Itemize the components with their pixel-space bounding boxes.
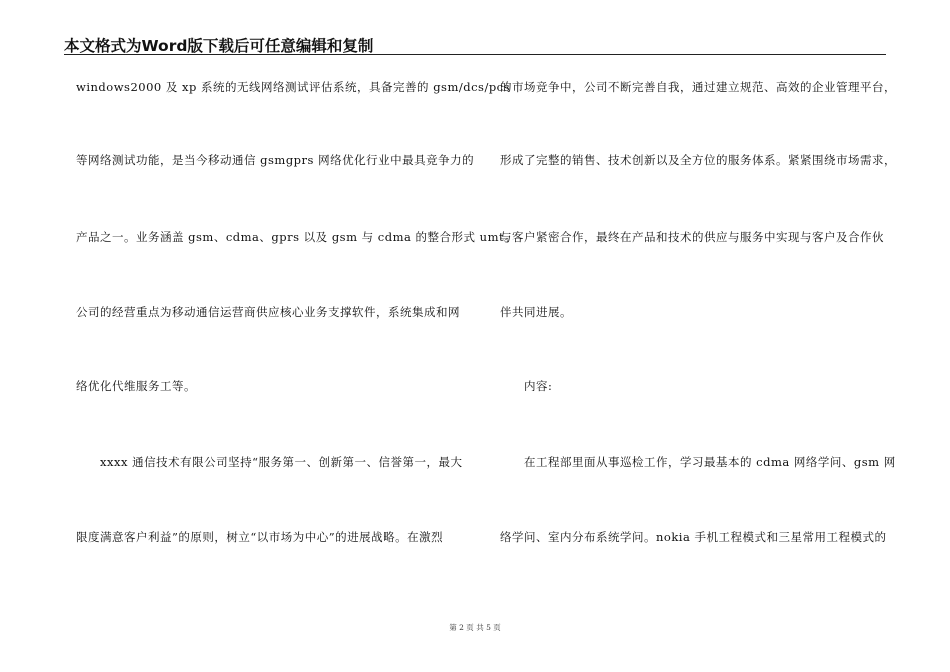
- body-text-line: 伴共同进展。: [500, 305, 572, 319]
- body-text-line: 与客户紧密合作，最终在产品和技术的供应与服务中实现与客户及合作伙: [500, 230, 884, 244]
- body-text-line: 限度满意客户利益”的原则，树立“以市场为中心”的进展战略。在激烈: [76, 530, 444, 544]
- body-text-line: xxxx 通信技术有限公司坚持“服务第一、创新第一、信誉第一，最大: [100, 455, 463, 469]
- body-text-line: windows2000 及 xp 系统的无线网络测试评估系统，具备完善的 gsm/dcs/pcs: [76, 80, 511, 94]
- body-text-line: 在工程部里面从事巡检工作，学习最基本的 cdma 网络学问、gsm 网: [524, 455, 896, 469]
- body-text-line: 公司的经营重点为移动通信运营商供应核心业务支撑软件，系统集成和网: [76, 305, 460, 319]
- section-label: 内容:: [524, 379, 553, 393]
- page-number: 第 2 页 共 5 页: [449, 623, 501, 632]
- page-header: [64, 30, 886, 55]
- body-text-line: 等网络测试功能，是当今移动通信 gsmgprs 网络优化行业中最具竞争力的: [76, 153, 475, 167]
- body-text-line: 形成了完整的销售、技术创新以及全方位的服务体系。紧紧围绕市场需求，: [500, 153, 896, 167]
- body-text-line: 络优化代维服务工等。: [76, 379, 196, 393]
- body-text-line: 络学问、室内分布系统学问。nokia 手机工程模式和三星常用工程模式的: [500, 530, 887, 544]
- body-text-line: 产品之一。业务涵盖 gsm、cdma、gprs 以及 gsm 与 cdma 的整合形式 umt。: [76, 230, 517, 244]
- body-text-line: 的市场竞争中，公司不断完善自我，通过建立规范、高效的企业管理平台，: [500, 80, 896, 94]
- header-title: 本文格式为Word版下载后可任意编辑和复制: [64, 37, 374, 55]
